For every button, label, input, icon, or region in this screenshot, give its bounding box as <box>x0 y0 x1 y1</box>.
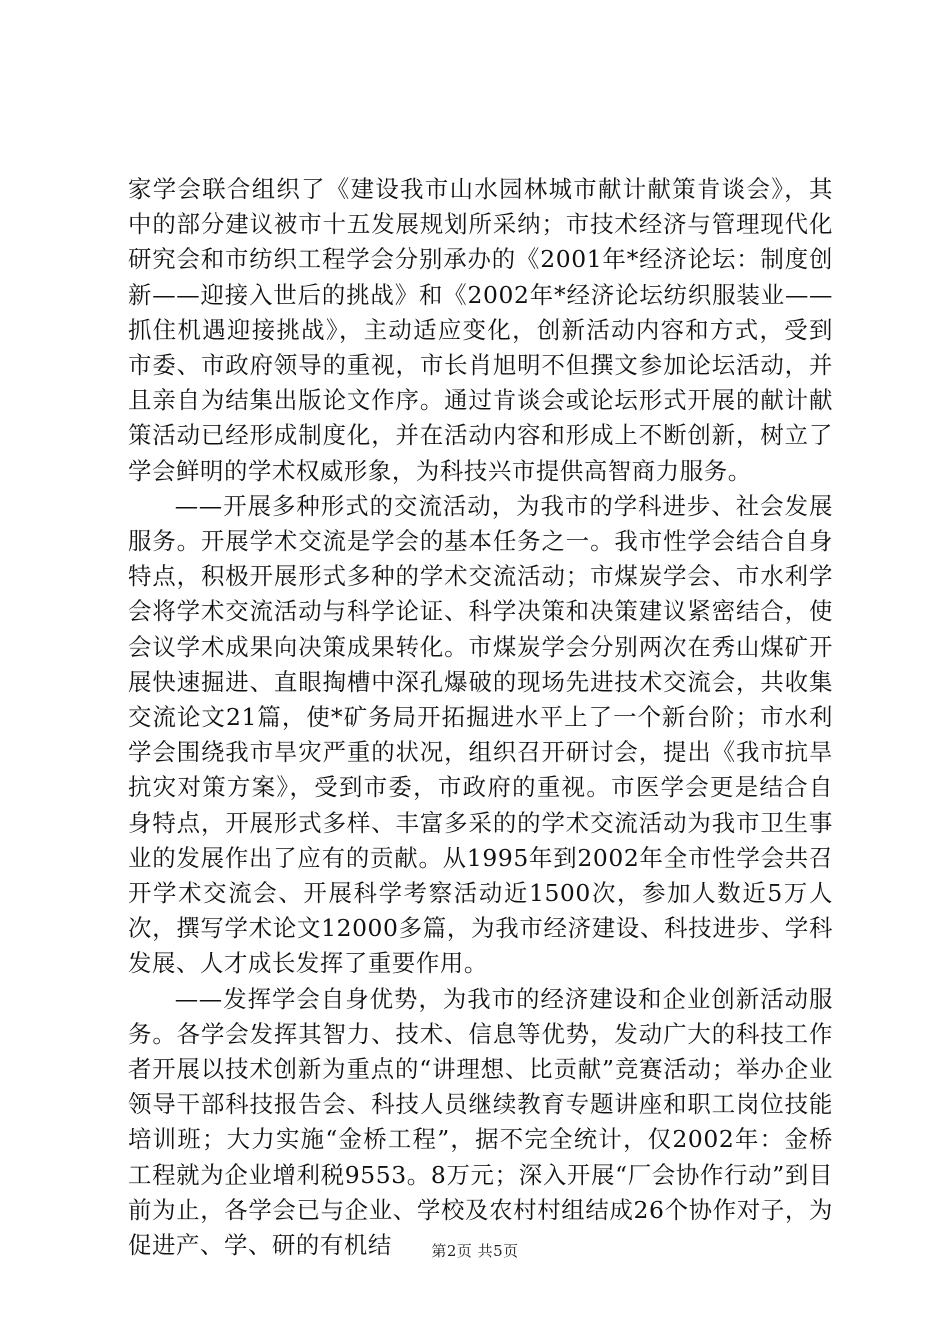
paragraph-2: ——开展多种形式的交流活动，为我市的学科进步、社会发展服务。开展学术交流是学会的基本任务之一。我市性学会结合自身特点，积极开展形式多种的学术交流活动；市煤炭学会、市水利学会将学术交流活动与科学论证、科学决策和决策建议紧密结合，使会议学术成果向决策成果转化。市煤炭学会分别两次在秀山煤矿开展快速掘进、直眼掏槽中深孔爆破的现场先进技术交流会，共收集交流论文21篇，使*矿务局开拓掘进水平上了一个新台阶；市水利学会围绕我市旱灾严重的状况，组织召开研讨会，提出《我市抗旱抗灾对策方案》，受到市委，市政府的重视。市医学会更是结合自身特点，开展形式多样、丰富多采的的学术交流活动为我市卫生事业的发展作出了应有的贡献。从1995年到2002年全市性学会共召开学术交流会、开展科学考察活动近1500次，参加人数近5万人次，撰写学术论文12000多篇，为我市经济建设、科技进步、学科发展、人才成长发挥了重要作用。 <box>128 491 833 978</box>
paragraph-1: 家学会联合组织了《建设我市山水园林城市献计献策肯谈会》，其中的部分建议被市十五发展规划所采纳；市技术经济与管理现代化研究会和市纺织工程学会分别承办的《2001年*经济论坛：制度创新——迎接入世后的挑战》和《2002年*经济论坛纺织服装业——抓住机遇迎接挑战》，主动适应变化，创新活动内容和方式，受到市委、市政府领导的重视，市长肖旭明不但撰文参加论坛活动，并且亲自为结集出版论文作序。通过肯谈会或论坛形式开展的献计献策活动已经形成制度化，并在活动内容和形成上不断创新，树立了学会鲜明的学术权威形象，为科技兴市提供高智商力服务。 <box>128 175 833 485</box>
document-body <box>128 172 833 1263</box>
paragraph-3: ——发挥学会自身优势，为我市的经济建设和企业创新活动服务。各学会发挥其智力、技术、信息等优势，发动广大的科技工作者开展以技术创新为重点的“讲理想、比贡献”竞赛活动；举办企业领导干部科技报告会、科技人员继续教育专题讲座和职工岗位技能培训班；大力实施“金桥工程”，据不完全统计，仅2002年：金桥工程就为企业增利税9553。8万元；深入开展“厂会协作行动”到目前为止，各学会已与企业、学校及农村村组结成26个协作对子，为促进产、学、研的有机结 <box>128 984 833 1260</box>
page-number-footer: 第2页 共5页 <box>431 1242 519 1260</box>
